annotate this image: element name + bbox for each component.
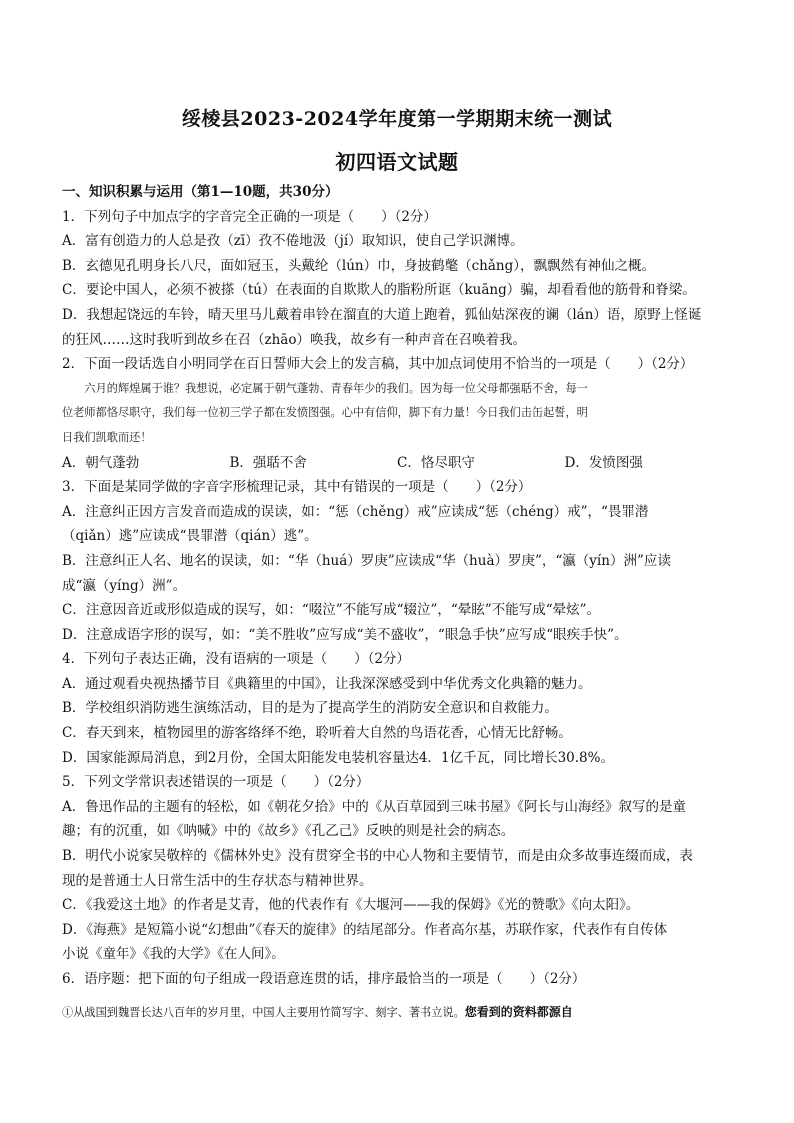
question-stem: 4．下列句子表达正确，没有语病的一项是（ ）（2分） — [62, 651, 410, 668]
question-stem: 3．下面是某同学做的字音字形梳理记录，其中有错误的一项是（ ）（2分） — [62, 479, 532, 496]
question-stem: 6．语序题：把下面的句子组成一段语意连贯的话，排序最恰当的一项是（ ）（2分） — [62, 971, 586, 987]
option-a-line-1: A．注意纠正因方言发音而造成的误读，如：“惩（chěng）戒”应读成“惩（chéng）戒”，“畏罪潜 — [62, 503, 649, 520]
option-a-line-1: A．鲁迅作品的主题有的轻松，如《朝花夕拾》中的《从百草园到三味书屋》《阿长与山海经》叙写的是童 — [62, 798, 686, 815]
exam-subtitle: 初四语文试题 — [335, 150, 459, 174]
option-d: D．发愤图强 — [564, 454, 643, 471]
question-stem: 5．下列文学常识表述错误的一项是（ ）（2分） — [62, 774, 370, 791]
option-c: C．恪尽职守 — [397, 454, 475, 471]
option-a-line-2: （qiǎn）逃”应读成“畏罪潜（qián）逃”。 — [62, 528, 318, 545]
question-5 — [62, 770, 732, 967]
passage-line-2: 位老师都恪尽职守，我们每一位初三学子都在发愤图强。心中有信仰，脚下有力量！今日我们击缶起誓，明 — [62, 406, 588, 420]
option-c: C．《我爱这土地》的作者是艾青，他的代表作有《大堰河——我的保姆》《光的赞歌》《向太阳》。 — [62, 897, 640, 914]
passage-line-1 — [62, 1000, 732, 1026]
option-b-line-1: B．注意纠正人名、地名的误读，如：“华（huá）罗庚”应读成“华（huà）罗庚”，“瀛（yín）洲”应读 — [62, 552, 671, 569]
option-a: A．通过观看央视热播节目《典籍里的中国》，让我深深感受到中华优秀文化典籍的魅力。 — [62, 675, 592, 692]
option-c: C．春天到来，植物园里的游客络绎不绝，聆听着大自然的鸟语花香，心情无比舒畅。 — [62, 725, 572, 742]
passage-line-3: 日我们凯歌而还！ — [62, 430, 152, 444]
exam-content — [62, 180, 732, 1025]
option-d-line-1: D．《海燕》是短篇小说“幻想曲”《春天的旋律》的结尾部分。作者高尔基，苏联作家，代表作有自传体 — [62, 921, 668, 938]
option-d-line-1: D．我想起饶远的车铃，晴天里马儿戴着串铃在溜直的大道上跑着，狐仙姑深夜的谰（lán）语，原野上怪诞 — [62, 306, 702, 323]
options-row — [62, 451, 732, 476]
option-b: B．玄德见孔明身长八尺，面如冠玉，头戴纶（lún）巾，身披鹤氅（chǎng），飘飘然有神仙之概。 — [62, 257, 656, 274]
question-stem: 2．下面一段话选自小明同学在百日誓师大会上的发言稿，其中加点词使用不恰当的一项是（ ）（2分） — [62, 356, 694, 373]
question-3 — [62, 475, 732, 647]
option-c: C．注意因音近或形似造成的误写，如：“啜泣”不能写成“辍泣”，“晕眩”不能写成“晕炫”。 — [62, 602, 601, 619]
option-b: B．学校组织消防逃生演练活动，目的是为了提高学生的消防安全意识和自救能力。 — [62, 700, 558, 717]
option-d: D．国家能源局消息，到2月份，全国太阳能发电装机容量达4．1亿千瓦，同比增长30.8%。 — [62, 749, 614, 766]
question-stem: 1．下列句子中加点字的字音完全正确的一项是（ ）（2分） — [62, 208, 437, 225]
question-1 — [62, 205, 732, 353]
option-a-line-2: 趣；有的沉重，如《呐喊》中的《故乡》《孔乙己》反映的则是社会的病态。 — [62, 823, 515, 840]
option-b-line-2: 现的是普通士人日常生活中的生存状态与精神世界。 — [62, 872, 373, 889]
option-d-line-2: 小说《童年》《我的大学》《在人间》。 — [62, 946, 285, 963]
section-heading: 一、知识积累与运用（第1—10题，共30分） — [62, 184, 339, 200]
question-4 — [62, 647, 732, 770]
option-d-line-2: 的狂风……这时我听到故乡在召（zhāo）唤我，故乡有一种声音在召唤着我。 — [62, 331, 526, 348]
question-2 — [62, 352, 732, 475]
option-d: D．注意成语字形的误写，如：“美不胜收”应写成“美不盛收”，“眼急手快”应写成“眼疾手快”。 — [62, 626, 628, 643]
option-c: C．要论中国人，必须不被搽（tú）在表面的自欺欺人的脂粉所诓（kuāng）骗，却看看他的筋骨和脊梁。 — [62, 282, 696, 299]
exam-title: 绥棱县2023-2024学年度第一学期期末统一测试 — [181, 108, 613, 130]
question-6 — [62, 967, 732, 1025]
option-a: A．富有创造力的人总是孜（zī）孜不倦地汲（jí）取知识，使自己学识渊博。 — [62, 233, 524, 250]
passage-line-1: 六月的辉煌属于谁？我想说，必定属于朝气蓬勃、青春年少的我们。因为每一位父母都强聒不舍，每一 — [84, 381, 588, 395]
passage-text: ①从战国到魏晋长达八百年的岁月里，中国人主要用竹简写字、刻字、著书立说。 — [62, 1005, 465, 1019]
option-b-line-1: B．明代小说家吴敬梓的《儒林外史》没有贯穿全书的中心人物和主要情节，而是由众多故事连缀而成，表 — [62, 848, 693, 865]
passage-bold-text: 您看到的资料都源自 — [464, 1004, 573, 1019]
option-b: B．强聒不舍 — [229, 454, 307, 471]
option-b-line-2: 成“瀛（yíng）洲”。 — [62, 577, 187, 594]
option-a: A．朝气蓬勃 — [62, 454, 140, 471]
